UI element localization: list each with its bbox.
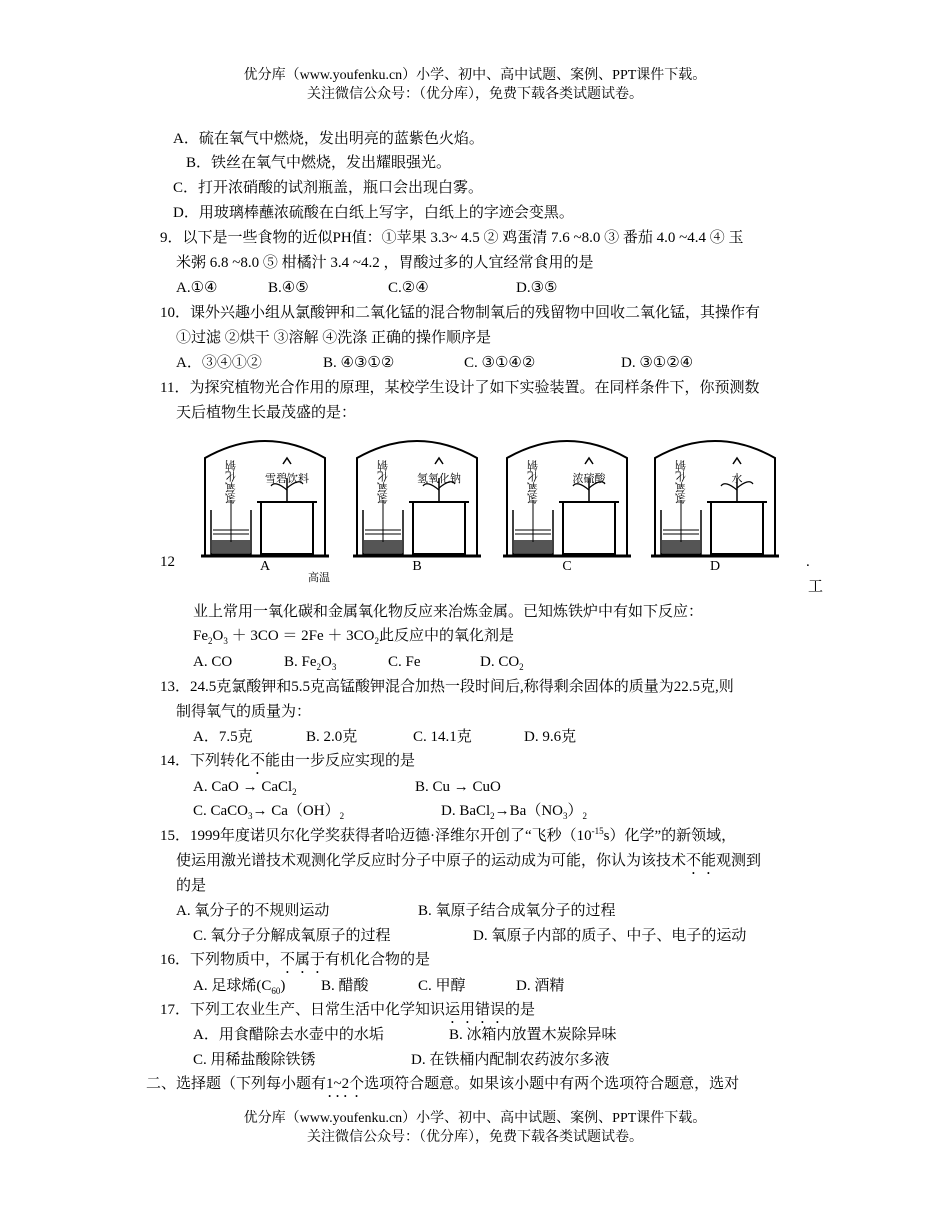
panel-letter: A — [259, 559, 271, 574]
apparatus-panel-c — [503, 441, 631, 574]
beaker-label-vertical: 氢氧化钠 — [526, 460, 540, 504]
q9-option-a: A.①④ — [176, 280, 218, 296]
q12-equation: $Fe_2O_3 + 3CO = 2Fe + 3CO_2$此反应中的氧化剂是 — [193, 628, 515, 646]
container-label: 浓硫酸 — [572, 472, 606, 485]
q15-option-a: A. 氧分子的不规则运动 — [176, 903, 330, 919]
q12-option-d: D. $CO_2$ — [480, 654, 524, 672]
q13-option-d: D. 9.6克 — [524, 729, 577, 745]
q15-option-c: C. 氧分子分解成氧原子的过程 — [193, 928, 391, 944]
q14-option-c: C. CaCO$_3$→ $Ca(OH)_2$ — [193, 803, 345, 821]
container-label: 氢氧化钠 — [417, 472, 461, 485]
header-line-1: 优分库（www.youfenku.cn）小学、初中、高中试题、案例、PPT课件下载。 — [243, 68, 707, 83]
q16-option-b: B. 醋酸 — [321, 978, 369, 994]
bell-jar — [507, 441, 627, 555]
beaker-label-vertical: 氢氧化钠 — [224, 460, 238, 504]
bell-jar — [205, 441, 325, 555]
q12-option-c: C. Fe — [388, 654, 421, 670]
plant-bud — [283, 458, 291, 464]
beaker-label-vertical: 氢氧化钠 — [674, 460, 688, 504]
plant-container — [413, 502, 465, 554]
q12-gaowen-label: 高温 — [308, 572, 330, 584]
plant-bud — [733, 458, 741, 464]
bell-jar — [655, 441, 775, 555]
q14-option-b: B. Cu → CuO — [415, 779, 501, 795]
q13-stem-2: 制得氧气的质量为： — [176, 704, 312, 720]
q15-stem-2: 使运用激光谱技术观测化学反应时分子中原子的运动成为可能，你认为该技术不能观测到 — [176, 853, 762, 869]
q14-option-d: D. $BaCl_2\to Ba(NO_3)_2$ — [441, 803, 588, 821]
q8-option-b: B．铁丝在氧气中燃烧，发出耀眼强光。 — [186, 155, 452, 171]
q11-experiment-figure — [195, 430, 785, 590]
q9-option-c: C.②④ — [388, 280, 429, 296]
q17-option-d: D. 在铁桶内配制农药波尔多液 — [411, 1052, 610, 1068]
q14-stem: 14．下列转化不能由一步反应实现的是 — [160, 753, 416, 769]
q8-option-a: A．硫在氧气中燃烧，发出明亮的蓝紫色火焰。 — [173, 131, 484, 147]
q10-option-d: D. ③①②④ — [621, 355, 694, 371]
q10-stem-1: 10．课外兴趣小组从氯酸钾和二氧化锰的混合物制氧后的残留物中回收二氧化锰，其操作有 — [160, 305, 761, 321]
q13-option-a: A．7.5克 — [193, 729, 253, 745]
footer-line-2: 关注微信公众号：（优分库），免费下载各类试题试卷。 — [307, 1130, 643, 1145]
q8-option-d: D．用玻璃棒蘸浓硫酸在白纸上写字，白纸上的字迹会变黑。 — [173, 205, 574, 221]
plant-container — [261, 502, 313, 554]
q10-stem-2: ①过滤 ②烘干 ③溶解 ④洗涤 正确的操作顺序是 — [176, 330, 492, 346]
apparatus-panel-d — [651, 441, 779, 574]
q9-option-b: B.④⑤ — [268, 280, 309, 296]
panel-letter: D — [709, 559, 721, 574]
q16-option-d: D. 酒精 — [516, 978, 565, 994]
bell-jar — [357, 441, 477, 555]
q15-option-d: D. 氧原子内部的质子、中子、电子的运动 — [473, 928, 747, 944]
panel-letter: B — [412, 559, 422, 574]
q12-number: 12 — [160, 554, 175, 570]
apparatus-panel-a — [201, 441, 329, 574]
q9-stem-1: 9．以下是一些食物的近似PH值：①苹果 3.3~ 4.5 ② 鸡蛋清 7.6 ~8.0 ③ 番茄 4.0 ~4.4 ④ 玉 — [160, 230, 744, 246]
q13-option-c: C. 14.1克 — [413, 729, 472, 745]
q17-option-a: A．用食醋除去水壶中的水垢 — [193, 1027, 384, 1043]
q12-option-b: B. $Fe_2O_3$ — [284, 654, 337, 672]
footer-line-1: 优分库（www.youfenku.cn）小学、初中、高中试题、案例、PPT课件下载。 — [243, 1111, 707, 1126]
panel-letter: C — [562, 559, 572, 574]
q11-stem-2: 天后植物生长最茂盛的是： — [176, 405, 357, 421]
q12-dot: . — [806, 554, 810, 570]
q15-option-b: B. 氧原子结合成氧分子的过程 — [418, 903, 616, 919]
q9-option-d: D.③⑤ — [516, 280, 558, 296]
q11-stem-1: 11．为探究植物光合作用的原理，某校学生设计了如下实验装置。在同样条件下，你预测数 — [160, 380, 760, 396]
plant-bud — [435, 458, 443, 464]
section2-heading: 二、选择题（下列每小题有1~2个选项符合题意。如果该小题中有两个选项符合题意，选对 — [146, 1076, 740, 1092]
q8-option-c: C．打开浓硝酸的试剂瓶盖，瓶口会出现白雾。 — [173, 180, 484, 196]
q15-stem-3: 的是 — [176, 878, 207, 894]
q17-option-c: C. 用稀盐酸除铁锈 — [193, 1052, 316, 1068]
apparatus-panel-b — [353, 441, 481, 574]
q9-stem-2: 米粥 6.8 ~8.0 ⑤ 柑橘汁 3.4 ~4.2 ，胃酸过多的人宜经常食用的是 — [176, 255, 594, 271]
q10-option-b: B. ④③①② — [323, 355, 395, 371]
q13-stem-1: 13．24.5克氯酸钾和5.5克高锰酸钾混合加热一段时间后,称得剩余固体的质量为22.5克,则 — [160, 679, 734, 695]
q17-option-b: B. 冰箱内放置木炭除异味 — [449, 1027, 617, 1043]
q16-option-c: C. 甲醇 — [418, 978, 466, 994]
plant-bud — [585, 458, 593, 464]
q17-stem: 17．下列工农业生产、日常生活中化学知识运用错误的是 — [160, 1002, 536, 1018]
q15-stem-1: 15．1999年度诺贝尔化学奖获得者哈迈德·泽维尔开创了“飞秒$(10^{-15}s)$化学”的新领域， — [160, 826, 737, 844]
plant-container — [711, 502, 763, 554]
q16-stem: 16．下列物质中，不属于有机化合物的是 — [160, 952, 431, 968]
q12-option-a: A. CO — [193, 654, 233, 670]
q16-option-a: A. 足球烯$(C_{60})$ — [193, 978, 286, 996]
q13-option-b: B. 2.0克 — [306, 729, 358, 745]
beaker-label-vertical: 氢氧化钠 — [376, 460, 390, 504]
container-label: 水 — [731, 472, 743, 485]
q10-option-a: A．③④①② — [176, 355, 262, 371]
q12-gong: 工 — [808, 579, 824, 595]
q12-stem-1: 业上常用一氧化碳和金属氧化物反应来冶炼金属。已知炼铁炉中有如下反应： — [193, 604, 704, 620]
q10-option-c: C. ③①④② — [464, 355, 536, 371]
container-label: 雪碧饮料 — [265, 472, 309, 485]
header-line-2: 关注微信公众号：（优分库），免费下载各类试题试卷。 — [307, 87, 643, 102]
q14-option-a: A. CaO → CaCl$_2$ — [193, 779, 297, 797]
plant-container — [563, 502, 615, 554]
